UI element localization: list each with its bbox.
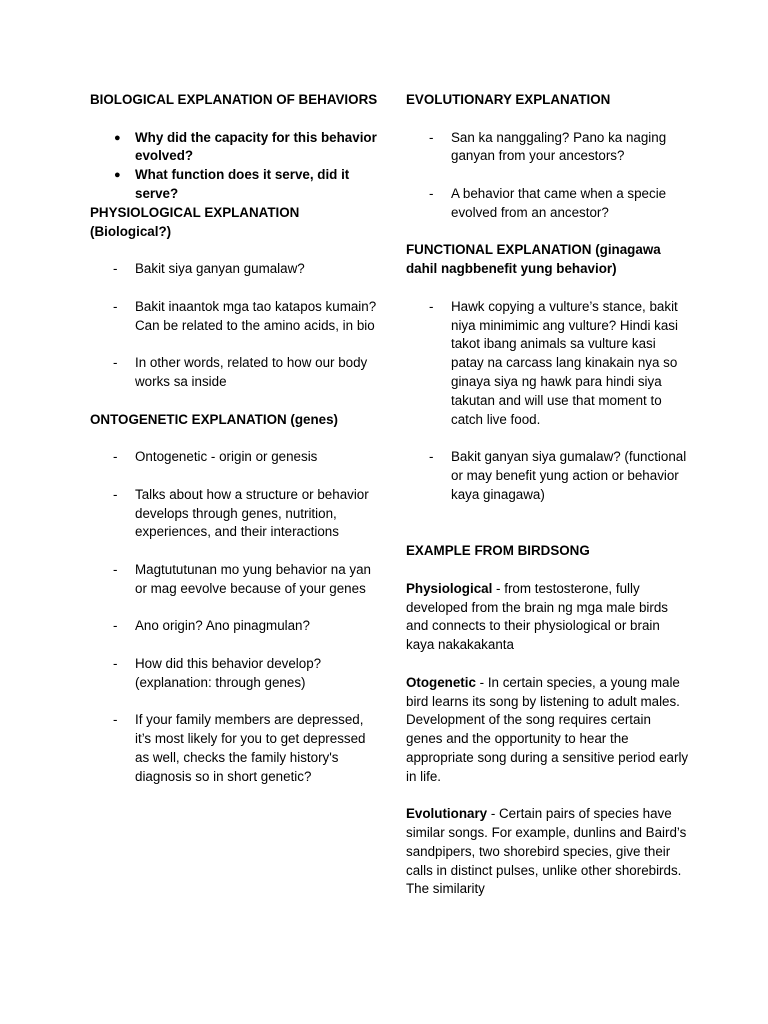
bullet-item: ● What function does it serve, did it serve? xyxy=(114,167,350,201)
list-item: - Hawk copying a vulture’s stance, bakit niya minimimic ang vulture? Hindi kasi takot ibang animals sa vulture kasi patay na carcass lang kinakain nya so ginaya siya ng hawk para hindi siya takutan and will use that moment to catch live food. xyxy=(429,298,678,427)
dash-icon: - xyxy=(113,355,118,371)
birdsong-evolutionary-paragraph: Evolutionary - Certain pairs of species have similar songs. For example, dunlins and Baird’s sandpipers, two shorebird species, give their calls in distinct pulses, unlike other shorebirds. The similarity xyxy=(406,806,687,897)
evolutionary-heading: EVOLUTIONARY EXPLANATION xyxy=(406,92,611,107)
list-item: - In other words, related to how our body works sa inside xyxy=(113,355,368,389)
dash-icon: - xyxy=(113,261,118,277)
dash-icon: - xyxy=(113,298,118,314)
dash-icon: - xyxy=(429,449,434,465)
bullet-icon: ● xyxy=(114,131,121,144)
left-column xyxy=(90,91,382,805)
list-item: - How did this behavior develop? (explanation: through genes) xyxy=(113,655,322,690)
physiological-list xyxy=(90,260,382,392)
dash-icon: - xyxy=(113,712,118,728)
list-item: - Ano origin? Ano pinagmulan? xyxy=(90,617,382,636)
dash-icon: - xyxy=(429,185,434,201)
evolutionary-list xyxy=(406,129,691,223)
list-item: - Ontogenetic - origin or genesis xyxy=(90,448,382,467)
functional-heading: FUNCTIONAL EXPLANATION (ginagawa dahil nagbbenefit yung behavior) xyxy=(406,242,661,277)
ontogenetic-heading: ONTOGENETIC EXPLANATION (genes) xyxy=(90,411,338,427)
dash-icon: - xyxy=(113,618,118,634)
dash-icon: - xyxy=(429,298,434,314)
right-column xyxy=(406,91,691,899)
dash-icon: - xyxy=(113,655,118,671)
list-item: - Bakit ganyan siya gumalaw? (functional or may benefit yung action or behavior kaya ginagawa) xyxy=(429,449,687,502)
birdsong-physiological-paragraph: Physiological - from testosterone, fully developed from the brain ng mga male birds and connects to their physiological or brain kaya nakakakanta xyxy=(406,580,669,653)
list-item: - Talks about how a structure or behavior develops through genes, nutrition, experiences, and their interactions xyxy=(113,486,369,540)
dash-icon: - xyxy=(113,561,118,577)
list-item: - San ka nanggaling? Pano ka naging ganyan from your ancestors? xyxy=(429,129,667,164)
list-item: - Bakit siya ganyan gumalaw? xyxy=(90,260,382,279)
list-item: - Bakit inaantok mga tao katapos kumain? Can be related to the amino acids, in bio xyxy=(113,298,377,333)
list-item: - If your family members are depressed, it’s most likely for you to get depressed as well, checks the family history's diagnosis so in short genetic? xyxy=(113,712,366,784)
list-item: - A behavior that came when a specie evolved from an ancestor? xyxy=(429,185,667,220)
ontogenetic-list xyxy=(90,448,382,786)
list-item: - Magtututunan mo yung behavior na yan or mag eevolve because of your genes xyxy=(113,561,371,596)
dash-icon: - xyxy=(429,129,434,145)
birdsong-otogenetic-paragraph: Otogenetic - In certain species, a young male bird learns its song by listening to adult males. Development of the song requires certain genes and the opportunity to hear the appropriate song during a sensitive period early in life. xyxy=(406,674,689,784)
dash-icon: - xyxy=(113,486,118,502)
physiological-heading: PHYSIOLOGICAL EXPLANATION (Biological?) xyxy=(90,204,300,239)
biological-heading: BIOLOGICAL EXPLANATION OF BEHAVIORS xyxy=(90,92,378,107)
birdsong-heading: EXAMPLE FROM BIRDSONG xyxy=(406,543,590,559)
bullet-item: ● Why did the capacity for this behavior evolved? xyxy=(114,129,377,164)
biological-bullet-list xyxy=(90,129,382,204)
bullet-icon: ● xyxy=(114,169,121,182)
functional-list xyxy=(406,298,691,505)
dash-icon: - xyxy=(113,449,118,465)
